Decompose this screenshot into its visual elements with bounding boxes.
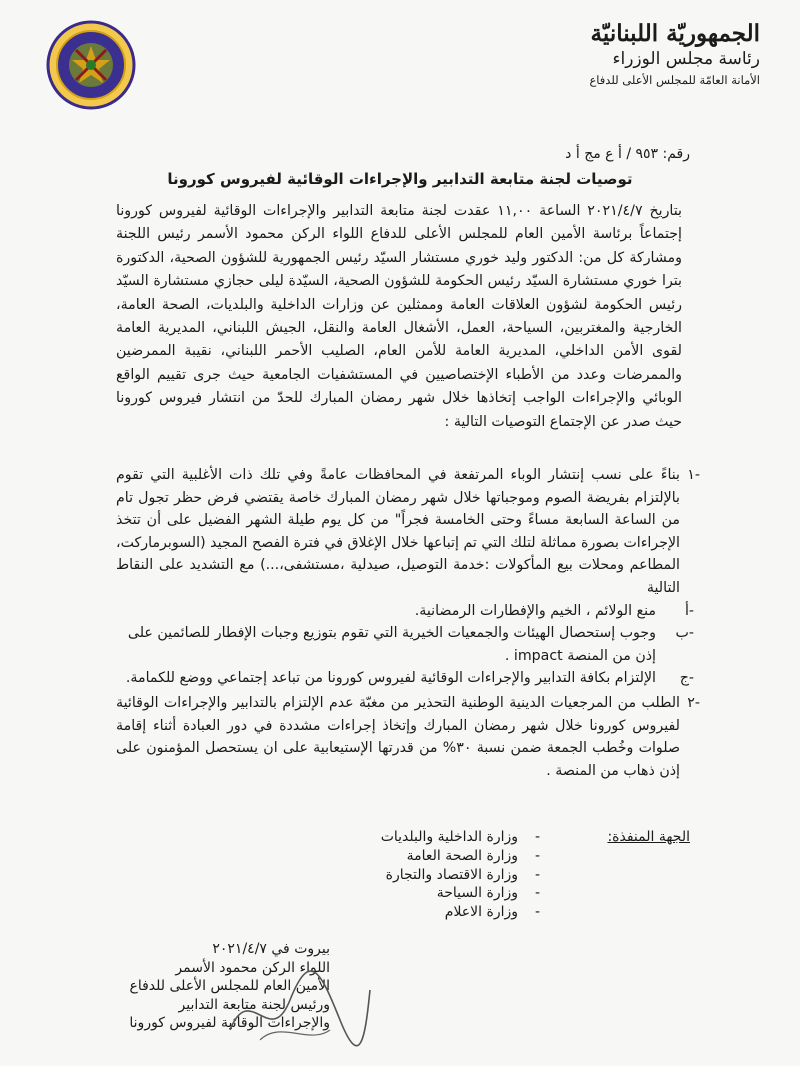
sub-item-letter: -ب <box>675 625 694 642</box>
executing-parties-label: الجهة المنفذة: <box>607 829 690 845</box>
executing-parties-list <box>280 828 540 922</box>
sub-item-letter: -أ <box>684 602 694 619</box>
signature-name: اللواء الركن محمود الأسمر <box>175 959 330 976</box>
letterhead-secretariat: الأمانة العامّة للمجلس الأعلى للدفاع <box>589 73 760 87</box>
executing-party: - وزارة الاعلام <box>444 904 540 921</box>
sub-item-letter: -ج <box>679 670 694 687</box>
executing-party: - وزارة الصحة العامة <box>406 847 540 864</box>
letterhead-republic: الجمهوريّة اللبنانيّة <box>590 20 760 47</box>
signature-place-date: بيروت في ٢٠٢١/٤/٧ <box>212 941 330 957</box>
recommendation-number: -٢ <box>687 694 700 711</box>
sub-item <box>116 667 700 690</box>
sub-item <box>116 622 700 667</box>
handwritten-signature-icon <box>220 960 380 1060</box>
recommendation-item <box>116 692 700 782</box>
sub-item-text: منع الولائم ، الخيم والإفطارات الرمضانية. <box>414 602 656 619</box>
recommendation-text: الطلب من المرجعيات الدينية الوطنية التحذير من مغبّة عدم الإلتزام بالتدابير والإجراءات الوقائية لفيروس كورونا خلال شهر رمضان المبارك وإتخاذ إجراءات مشددة في دور العبادة أثناء إقامة صلوات وخُطب الجمعة ضمن نسبة ٣٠% من قدرتها الإستيعابية على ان يستحصل المؤمنون على إذن ذهاب من المنصة . <box>116 694 680 779</box>
letterhead-presidency: رئاسة مجلس الوزراء <box>612 49 760 69</box>
document-title: توصيات لجنة متابعة التدابير والإجراءات الوقائية لفيروس كورونا <box>167 170 633 188</box>
letterhead <box>460 20 760 87</box>
recommendation-item <box>116 464 700 600</box>
signature-role: والإجراءات الوقائية لفيروس كورونا <box>129 1015 330 1032</box>
emblem-seal-icon <box>46 20 136 110</box>
intro-paragraph: بتاريخ ٢٠٢١/٤/٧ الساعة ١١,٠٠ عقدت لجنة متابعة التدابير والإجراءات الوقائية لفيروس كورونا إجتماعاً برئاسة الأمين العام للمجلس الأعلى للدفاع اللواء الركن محمود الأسمر رئيس اللجنة ومشاركة كل من: الدكتور وليد خوري مستشار السيّد رئيس الجمهورية للشؤون الصحية، الدكتورة بترا خوري مستشارة السيّد رئيس الحكومة للشؤون الصحية، السيّدة ليلى حجازي مستشارة السيّد رئيس الحكومة لشؤون العلاقات العامة وممثلين عن وزارات الداخلية والبلديات، الصحة العامة، الخارجية والمغتربين، السياحة، العمل، الأشغال العامة والنقل، الجيش اللبناني، المديرية العامة لقوى الأمن الداخلي، المديرية العامة للأمن العام، الصليب الأحمر اللبناني، نقيبة الممرضين والممرضات وعدد من الأطباء الإختصاصيين في المستشفيات الجامعية حيث جرى تقييم الواقع الوبائي والإجراءات الواجب إتخاذها خلال شهر رمضان المبارك للحدّ من انتشار فيروس كورونا حيث صدر عن الإجتماع التوصيات التالية : <box>116 203 682 430</box>
reference-number: رقم: ٩٥٣ / أ ع مج أ د <box>565 146 690 162</box>
signature-role: ورئيس لجنة متابعة التدابير <box>178 996 330 1013</box>
sub-item-text: وجوب إستحصال الهيئات والجمعيات الخيرية التي تقوم بتوزيع وجبات الإفطار للصائمين على إذن من المنصة impact . <box>127 625 656 664</box>
signature-role: الأمين العام للمجلس الأعلى للدفاع <box>129 978 330 995</box>
recommendation-number: -١ <box>687 467 700 483</box>
executing-party: - وزارة الداخلية والبلديات <box>380 829 540 845</box>
executing-party: - وزارة السياحة <box>436 885 540 902</box>
recommendation-text: بناءً على نسب إنتشار الوباء المرتفعة في المحافظات عامةً وفي تلك ذات الأغلبية التي تقوم بالإلتزام بفريضة الصوم وموجباتها خلال شهر رمضان المبارك خاصة يقتضي فرض حظر تجول تام من الساعة السابعة مساءً وحتى الخامسة فجراً" من كل يوم طيلة الشهر الفضيل على أن تتخذ الإجراءات بصورة مماثلة لتلك التي تم إتباعها خلال الإغلاق في فترة الفصح المجيد (السوبرماركت، المطاعم ومحلات بيع المأكولات :خدمة التوصيل، صيدلية ،مستشفى،...) مع التشديد على النقاط التالية <box>116 467 680 596</box>
recommendations-list <box>116 464 700 782</box>
sub-item-text: الإلتزام بكافة التدابير والإجراءات الوقائية لفيروس كورونا من تباعد إجتماعي ووضع للكمامة. <box>125 670 656 687</box>
executing-party: - وزارة الاقتصاد والتجارة <box>385 866 540 883</box>
sub-item <box>116 600 700 623</box>
